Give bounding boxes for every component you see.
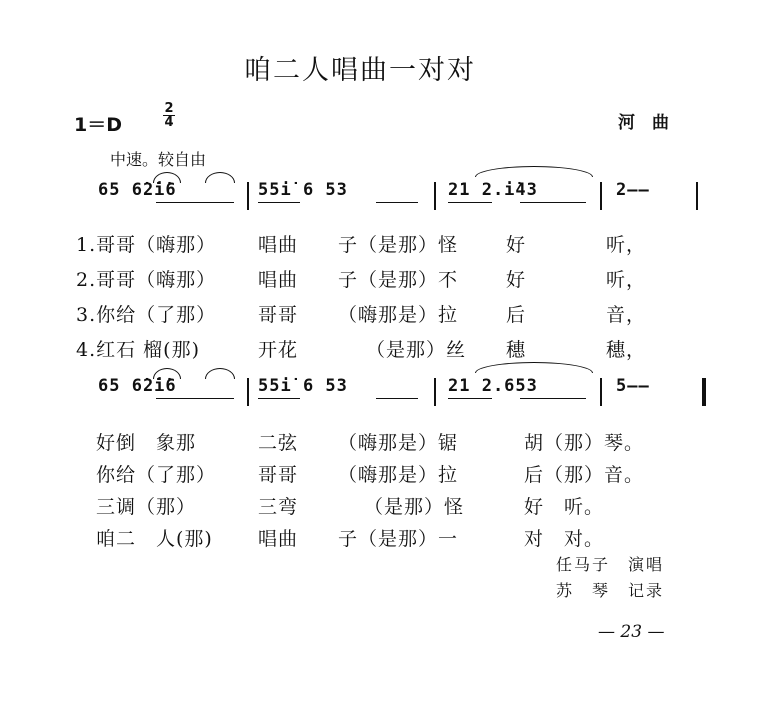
lyric-segment: 后: [506, 304, 527, 326]
notation-row-1: [90, 176, 710, 216]
lyric-segment: 哥哥: [258, 304, 299, 326]
measure: 21 2.i̇43: [448, 180, 538, 200]
lyric-segment: 唱曲: [258, 528, 299, 550]
lyric-segment: 你给（了那）: [96, 464, 217, 486]
lyric-segment: 好倒 象那: [96, 432, 197, 454]
slur-mark: [475, 166, 593, 177]
beam: [258, 202, 300, 203]
lyric-segment: 咱二 人(那): [96, 528, 213, 550]
key-signature: 1＝D: [74, 114, 122, 136]
page-number: — 23 —: [598, 622, 665, 642]
measure: 2——: [616, 180, 650, 200]
lyric-segment: （是那）怪: [364, 496, 465, 518]
lyric-segment: 唱曲: [258, 269, 299, 291]
beam: [156, 398, 234, 399]
measure: 65 6̇2̇i̇6: [98, 376, 177, 396]
lyric-segment: 后（那）音。: [524, 464, 645, 486]
measure: 55i̇ 6 53: [258, 180, 348, 200]
lyric-segment: 唱曲: [258, 234, 299, 256]
beam: [156, 202, 234, 203]
lyric-segment: 开花: [258, 339, 299, 361]
final-bar-line: [702, 378, 706, 406]
slur-mark: [475, 362, 593, 373]
lyric-segment: 4.红石 榴(那): [76, 339, 200, 361]
beam: [376, 398, 418, 399]
beam: [448, 202, 492, 203]
time-signature-denominator: 4: [164, 115, 174, 130]
lyric-segment: 穗: [506, 339, 527, 361]
song-title: 咱二人唱曲一对对: [244, 55, 476, 86]
lyric-segment: 子（是那）不: [338, 269, 459, 291]
lyric-segment: 穗，: [606, 339, 647, 361]
singer-credit: 任马子 演唱: [556, 555, 665, 574]
song-origin: 河 曲: [618, 113, 669, 133]
lyric-segment: （嗨那是）拉: [338, 464, 459, 486]
bar-line: [247, 182, 249, 210]
lyric-segment: 好: [506, 234, 527, 256]
recorder-credit: 苏 琴 记录: [556, 581, 665, 600]
lyric-segment: （嗨那是）拉: [338, 304, 459, 326]
lyric-segment: 好: [506, 269, 527, 291]
measure: 55i̇ 6 53: [258, 376, 348, 396]
beam: [258, 398, 300, 399]
slur-mark: [205, 368, 235, 379]
lyric-segment: （嗨那是）锯: [338, 432, 459, 454]
lyric-segment: 2.哥哥（嗨那）: [76, 269, 217, 291]
lyric-segment: （是那）丝: [366, 339, 467, 361]
beam: [448, 398, 492, 399]
bar-line: [600, 182, 602, 210]
bar-line: [696, 182, 698, 210]
bar-line: [600, 378, 602, 406]
lyric-segment: 好 听。: [524, 496, 605, 518]
beam: [376, 202, 418, 203]
lyric-segment: 听，: [606, 269, 647, 291]
bar-line: [247, 378, 249, 406]
measure: 5——: [616, 376, 650, 396]
lyric-segment: 三调（那）: [96, 496, 197, 518]
time-signature-numerator: 2: [164, 101, 174, 116]
lyric-segment: 子（是那）怪: [338, 234, 459, 256]
lyric-segment: 1.哥哥（嗨那）: [76, 234, 217, 256]
tempo-marking: 中速。较自由: [110, 150, 207, 169]
lyric-segment: 胡（那）琴。: [524, 432, 645, 454]
lyric-segment: 听，: [606, 234, 647, 256]
time-signature: [163, 102, 175, 129]
lyric-segment: 对 对。: [524, 528, 605, 550]
lyric-segment: 二弦: [258, 432, 299, 454]
notation-row-2: [90, 372, 710, 412]
measure: 65 6̇2̇i̇6: [98, 180, 177, 200]
lyric-segment: 哥哥: [258, 464, 299, 486]
beam: [520, 398, 586, 399]
lyric-segment: 子（是那）一: [338, 528, 459, 550]
bar-line: [434, 378, 436, 406]
beam: [520, 202, 586, 203]
slur-mark: [205, 172, 235, 183]
lyric-segment: 音，: [606, 304, 647, 326]
lyric-segment: 3.你给（了那）: [76, 304, 217, 326]
lyric-segment: 三弯: [258, 496, 299, 518]
bar-line: [434, 182, 436, 210]
measure: 21 2.653: [448, 376, 538, 396]
